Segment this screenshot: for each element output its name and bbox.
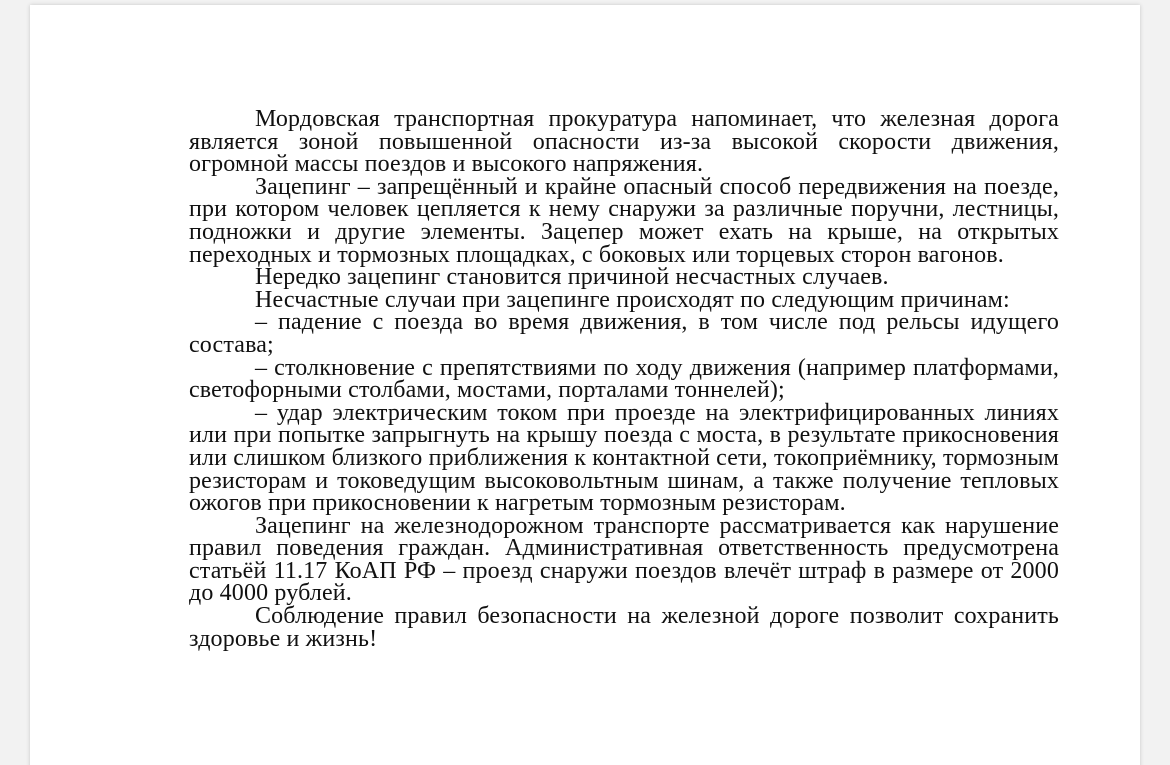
paragraph-conclusion: Соблюдение правил безопасности на железной дороге позволит сохранить здоровье и жизнь! bbox=[189, 603, 1059, 652]
paragraph-intro: Мордовская транспортная прокуратура напоминает, что железная дорога является зоной повышенной опасности из-за высокой скорости движения, огромной массы поездов и высокого напряжения. bbox=[189, 106, 1059, 178]
document-page bbox=[30, 5, 1140, 765]
paragraph-causes-heading: Несчастные случаи при зацепинге происходят по следующим причинам: bbox=[255, 286, 1010, 313]
paragraph-liability: Зацепинг на железнодорожном транспорте рассматривается как нарушение правил поведения граждан. Административная ответственность предусмотрена статьёй 11.17 КоАП РФ – проезд снаружи поездов влечёт штраф в размере от 2000 до 4000 рублей. bbox=[189, 512, 1059, 607]
list-item-electric-shock: – удар электрическим током при проезде на электрифицированных линиях или при попытке запрыгнуть на крышу поезда с моста, в результате прикосновения или слишком близкого приближения к контактной сети, токоприёмнику, тормозным резисторам и токоведущим высоковольтным шинам, а также получение тепловых ожогов при прикосновении к нагретым тормозным резисторам. bbox=[189, 399, 1059, 517]
document-body bbox=[189, 108, 1059, 650]
paragraph-accidents: Нередко зацепинг становится причиной несчастных случаев. bbox=[255, 264, 889, 291]
paragraph-definition: Зацепинг – запрещённый и крайне опасный способ передвижения на поезде, при котором человек цепляется к нему снаружи за различные поручни, лестницы, подножки и другие элементы. Зацепер может ехать на крыше, на открытых переходных и тормозных площадках, с боковых или торцевых сторон вагонов. bbox=[189, 173, 1059, 268]
list-item-collision: – столкновение с препятствиями по ходу движения (например платформами, светофорными столбами, мостами, порталами тоннелей); bbox=[189, 354, 1059, 404]
list-item-fall: – падение с поезда во время движения, в том числе под рельсы идущего состава; bbox=[189, 309, 1059, 358]
